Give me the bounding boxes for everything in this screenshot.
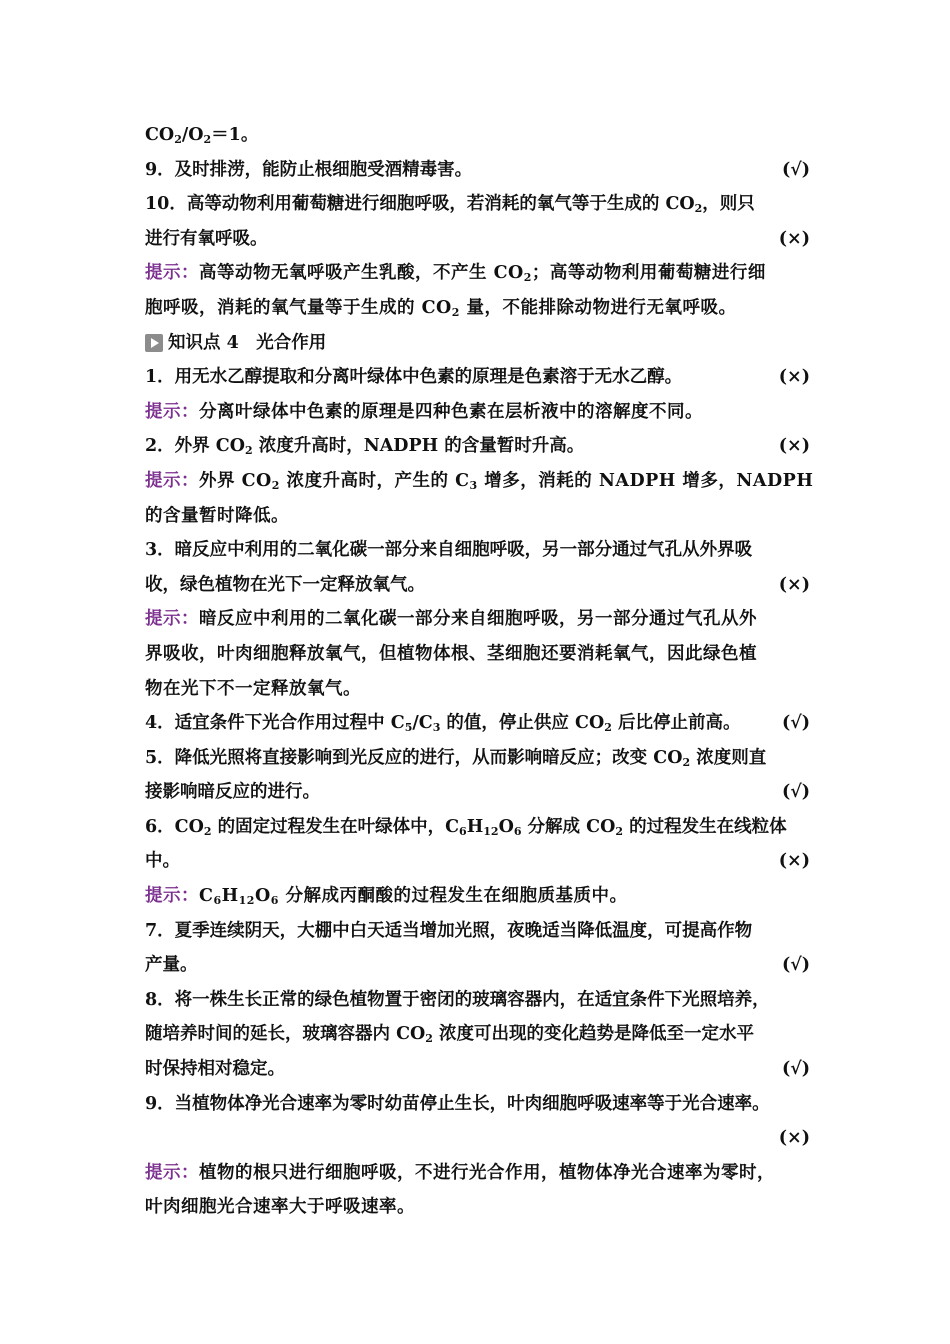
line-text: 5．降低光照将直接影响到光反应的进行，从而影响暗反应；改变 CO [145, 747, 683, 768]
subscript: 6 [513, 824, 522, 838]
hint-line [145, 256, 810, 291]
subscript: 2 [425, 1032, 433, 1046]
text-line [145, 222, 810, 257]
line-text: H [466, 816, 484, 837]
text-line [145, 706, 810, 741]
text-line [145, 1121, 810, 1156]
line-text: 9．及时排涝，能防止根细胞受酒精毒害。 [145, 159, 473, 180]
line-text: 7．夏季连续阴天，大棚中白天适当增加光照，夜晚适当降低温度，可提高作物 [145, 920, 753, 941]
line-text: 的值，停止供应 CO [440, 713, 605, 734]
hint-line [145, 464, 814, 499]
line-text: ；高等动物利用葡萄糖进行细 [531, 263, 766, 284]
subscript: 3 [432, 721, 441, 735]
answer-mark: (×) [778, 367, 810, 388]
answer-mark: (√) [781, 159, 810, 180]
line-text: H [221, 886, 239, 907]
text-line [145, 741, 810, 776]
text-line [145, 118, 810, 153]
text-line [145, 153, 810, 188]
hint-line [145, 395, 810, 430]
line-text: 外界 CO [199, 470, 272, 491]
subscript: 2 [174, 133, 182, 146]
line-text: 中。 [145, 851, 180, 872]
text-line [145, 429, 810, 464]
subscript: 6 [459, 824, 467, 838]
line-text: 增多，消耗的 NADPH 增多，NADPH [477, 470, 814, 491]
answer-mark: (×) [778, 851, 810, 872]
line-text: O [254, 886, 271, 907]
text-line [145, 1052, 810, 1087]
hint-line [145, 499, 810, 534]
hint-label: 提示： [145, 886, 199, 907]
subscript: 2 [694, 202, 703, 216]
subscript: 2 [203, 133, 212, 146]
line-text: ＝1。 [211, 125, 259, 145]
line-text: 随培养时间的延长，玻璃容器内 CO [145, 1024, 426, 1045]
text-line [145, 948, 810, 983]
text-line [145, 810, 810, 845]
subscript: 2 [615, 824, 623, 838]
line-text: 的含量暂时降低。 [145, 505, 289, 526]
answer-mark: (√) [781, 1059, 810, 1080]
line-text: 6．CO [145, 816, 204, 837]
line-text: 浓度升高时，NADPH 的含量暂时升高。 [252, 436, 585, 457]
line-text: O [498, 816, 514, 837]
line-text: 3．暗反应中利用的二氧化碳一部分来自细胞呼吸，另一部分通过气孔从外界吸 [145, 540, 753, 561]
hint-line [145, 291, 810, 326]
hint-label: 提示： [145, 263, 199, 284]
hint-line [145, 1156, 810, 1191]
answer-mark: (√) [781, 955, 810, 976]
answer-mark: (×) [778, 574, 810, 595]
line-text: 10．高等动物利用葡萄糖进行细胞呼吸，若消耗的氧气等于生成的 CO [145, 194, 695, 215]
text-line [145, 1087, 810, 1122]
line-text: 浓度则直 [690, 747, 767, 768]
line-text: 9．当植物体净光合速率为零时幼苗停止生长，叶肉细胞呼吸速率等于光合速率。 [145, 1093, 770, 1114]
text-line [145, 983, 810, 1018]
hint-line [145, 1190, 810, 1225]
text-line [145, 844, 810, 879]
section-heading [145, 326, 810, 361]
line-text: 分解成 CO [521, 816, 616, 837]
subscript: 2 [682, 755, 691, 769]
hint-label: 提示： [145, 401, 199, 422]
hint-line [145, 879, 810, 914]
text-line [145, 775, 810, 810]
text-line [145, 914, 810, 949]
line-text: 植物的根只进行细胞呼吸，不进行光合作用，植物体净光合速率为零时， [199, 1162, 775, 1183]
hint-line [145, 602, 810, 637]
subscript: 6 [213, 894, 222, 908]
text-line [145, 533, 810, 568]
answer-mark: (×) [778, 1128, 810, 1149]
line-text: 时保持相对稳定。 [145, 1059, 285, 1080]
line-text: 接影响暗反应的进行。 [145, 782, 320, 803]
line-text: /C [412, 713, 433, 734]
subscript: 5 [404, 721, 413, 735]
line-text: /O [181, 125, 204, 145]
hint-label: 提示： [145, 470, 199, 491]
subscript: 6 [270, 894, 279, 908]
line-text: 高等动物无氧呼吸产生乳酸，不产生 CO [199, 263, 524, 284]
line-text: 4．适宜条件下光合作用过程中 C [145, 713, 405, 734]
subscript: 2 [523, 271, 532, 285]
line-text: 暗反应中利用的二氧化碳一部分来自细胞呼吸，另一部分通过气孔从外 [199, 609, 757, 630]
line-text: ，则只 [702, 194, 755, 215]
line-text: CO [145, 125, 175, 145]
line-text: 进行有氧呼吸。 [145, 228, 268, 249]
subscript: 3 [469, 478, 478, 492]
text-line [145, 360, 810, 395]
play-icon [145, 334, 163, 352]
subscript: 2 [203, 824, 212, 838]
subscript: 12 [483, 824, 499, 838]
subscript: 2 [451, 305, 460, 319]
line-text: 分离叶绿体中色素的原理是四种色素在层析液中的溶解度不同。 [199, 401, 703, 422]
line-text: 量，不能排除动物进行无氧呼吸。 [459, 297, 737, 318]
answer-mark: (×) [778, 228, 810, 249]
hint-label: 提示： [145, 609, 199, 630]
line-text: 后比停止前高。 [611, 713, 741, 734]
hint-line [145, 672, 810, 707]
line-text: C [199, 886, 214, 907]
line-text: 分解成丙酮酸的过程发生在细胞质基质中。 [278, 886, 628, 907]
line-text: 1．用无水乙醇提取和分离叶绿体中色素的原理是色素溶于无水乙醇。 [145, 367, 683, 388]
line-text: 的固定过程发生在叶绿体中，C [211, 816, 460, 837]
line-text: 产量。 [145, 955, 198, 976]
text-line [145, 1017, 810, 1052]
document-page [145, 118, 814, 1225]
text-line [145, 568, 810, 603]
line-text: 胞呼吸，消耗的氧气量等于生成的 CO [145, 297, 452, 318]
line-text: 浓度升高时，产生的 C [279, 470, 470, 491]
answer-mark: (×) [778, 436, 810, 457]
line-text: 界吸收，叶肉细胞释放氧气，但植物体根、茎细胞还要消耗氧气，因此绿色植 [145, 643, 757, 664]
subscript: 12 [238, 894, 255, 908]
line-text: 知识点 4 光合作用 [168, 332, 327, 353]
subscript: 2 [604, 721, 612, 735]
answer-mark: (√) [781, 713, 810, 734]
subscript: 2 [271, 478, 280, 492]
line-text: 的过程发生在线粒体 [622, 816, 787, 837]
line-text: 叶肉细胞光合速率大于呼吸速率。 [145, 1197, 415, 1218]
line-text: 收，绿色植物在光下一定释放氧气。 [145, 574, 425, 595]
answer-mark: (√) [781, 782, 810, 803]
line-text: 浓度可出现的变化趋势是降低至一定水平 [432, 1024, 755, 1045]
hint-label: 提示： [145, 1162, 199, 1183]
line-text: 2．外界 CO [145, 436, 245, 457]
subscript: 2 [244, 444, 253, 458]
line-text: 物在光下不一定释放氧气。 [145, 678, 361, 699]
text-line [145, 187, 810, 222]
hint-line [145, 637, 810, 672]
line-text: 8．将一株生长正常的绿色植物置于密闭的玻璃容器内，在适宜条件下光照培养， [145, 989, 770, 1010]
